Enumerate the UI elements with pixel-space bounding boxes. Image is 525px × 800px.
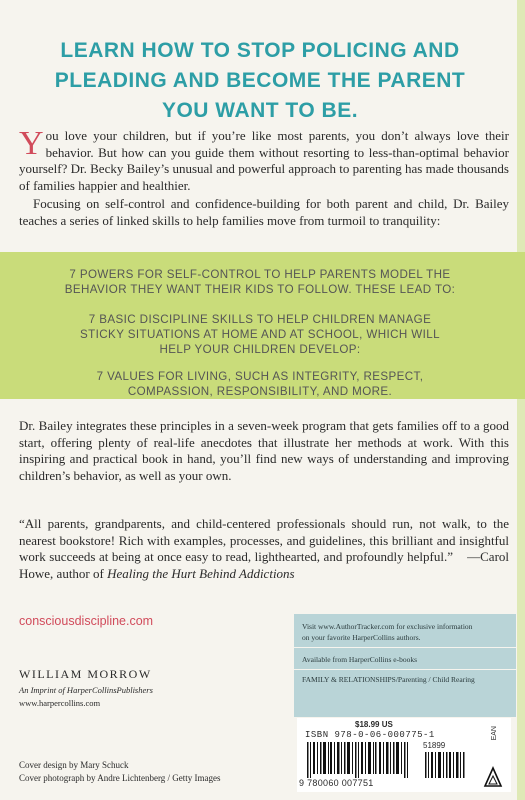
info-line-4: FAMILY & RELATIONSHIPS/Parenting / Child Rearing: [302, 675, 475, 684]
divider: [294, 669, 516, 670]
intro-paragraph-1-text: ou love your children, but if you’re like most parents, you don’t always love their behavior. But how can you guide them without resorting to less-than-optimal behavior yourself? Dr. Becky Bailey’s unusual and powerful approach to parenting has made thousands of families happier and healthier.: [19, 128, 509, 193]
quote-text: “All parents, grandparents, and child-centered professionals should run, not walk, to the nearest bookstore! Rich with examples, processes, and guidelines, this brilliant and insightful work succeeds at being at once easy to read, lighthearted, and profoundly helpful.”: [19, 516, 509, 565]
intro-paragraph-2: Focusing on self-control and confidence-building for both parent and child, Dr. Bailey teaches a series of linked skills to help families move from turmoil to tranquility:: [19, 196, 509, 228]
design-credit: Cover design by Mary Schuck: [19, 760, 129, 770]
headline-line-3: YOU WANT TO BE.: [161, 99, 359, 122]
band-item-line: HELP YOUR CHILDREN DEVELOP:: [159, 343, 361, 356]
info-line-2: on your favorite HarperCollins authors.: [302, 633, 421, 642]
endorsement-quote: [19, 516, 509, 582]
barcode-bars: [299, 742, 484, 778]
info-line-3: Available from HarperCollins e-books: [302, 655, 418, 664]
headline-line-1: LEARN HOW TO STOP POLICING AND: [60, 39, 460, 62]
program-description: [19, 418, 509, 484]
band-item-line: 7 POWERS FOR SELF-CONTROL TO HELP PARENTS MODEL THE: [69, 268, 451, 281]
band-item-values: [10, 369, 510, 399]
price: $18.99 US: [355, 720, 393, 729]
barcode-number: 9 780060 007751: [299, 778, 374, 788]
band-item-powers: [10, 267, 510, 297]
barcode-area: [297, 718, 511, 792]
band-item-line: COMPASSION, RESPONSIBILITY, AND MORE.: [127, 385, 393, 398]
publisher-imprint: An Imprint of HarperCollinsPublishers: [19, 685, 153, 695]
band-item-skills: [10, 312, 510, 357]
isbn: ISBN 978-0-06-000775-1: [305, 730, 435, 740]
band-item-line: BEHAVIOR THEY WANT THEIR KIDS TO FOLLOW. THESE LEAD TO:: [64, 283, 456, 296]
ean-label: EAN: [491, 726, 498, 741]
publisher-block: [19, 667, 153, 708]
band-item-line: STICKY SITUATIONS AT HOME AND AT SCHOOL, WHICH WILL: [80, 328, 440, 341]
drop-cap: Y: [19, 125, 44, 162]
band-item-line: 7 BASIC DISCIPLINE SKILLS TO HELP CHILDREN MANAGE: [88, 313, 432, 326]
quote-paragraph: [19, 516, 509, 582]
publisher-site: www.harpercollins.com: [19, 698, 101, 708]
photo-credit: Cover photograph by Andre Lichtenberg / Getty Images: [19, 772, 221, 783]
divider: [294, 647, 516, 648]
info-line-1: Visit www.AuthorTracker.com for exclusive information: [302, 622, 473, 631]
addon-number: 51899: [423, 741, 446, 750]
intro-text: [19, 125, 509, 230]
info-box: [294, 614, 516, 717]
band-item-line: 7 VALUES FOR LIVING, SUCH AS INTEGRITY, RESPECT,: [96, 370, 424, 383]
publisher-logo-icon: [483, 766, 503, 788]
website-url[interactable]: consciousdiscipline.com: [19, 614, 154, 628]
decorative-stripe: [517, 0, 525, 800]
program-paragraph: Dr. Bailey integrates these principles in a seven-week program that gets families off to a good start, offering plenty of real-life anecdotes that illustrate her methods at work. With this inspiring and practical book in hand, you’ll find new ways of understanding and improving children’s behavior, as well as your own.: [19, 418, 509, 483]
quote-attribution: —Carol Howe, author of: [19, 549, 510, 581]
cover-credits: [19, 759, 221, 784]
headline: [20, 36, 500, 126]
headline-line-2: PLEADING AND BECOME THE PARENT: [54, 69, 466, 92]
intro-paragraph-1: [19, 125, 509, 194]
quote-book-title: Healing the Hurt Behind Addictions: [107, 565, 295, 581]
highlight-band: [0, 252, 525, 399]
publisher-name: WILLIAM MORROW: [19, 667, 152, 681]
